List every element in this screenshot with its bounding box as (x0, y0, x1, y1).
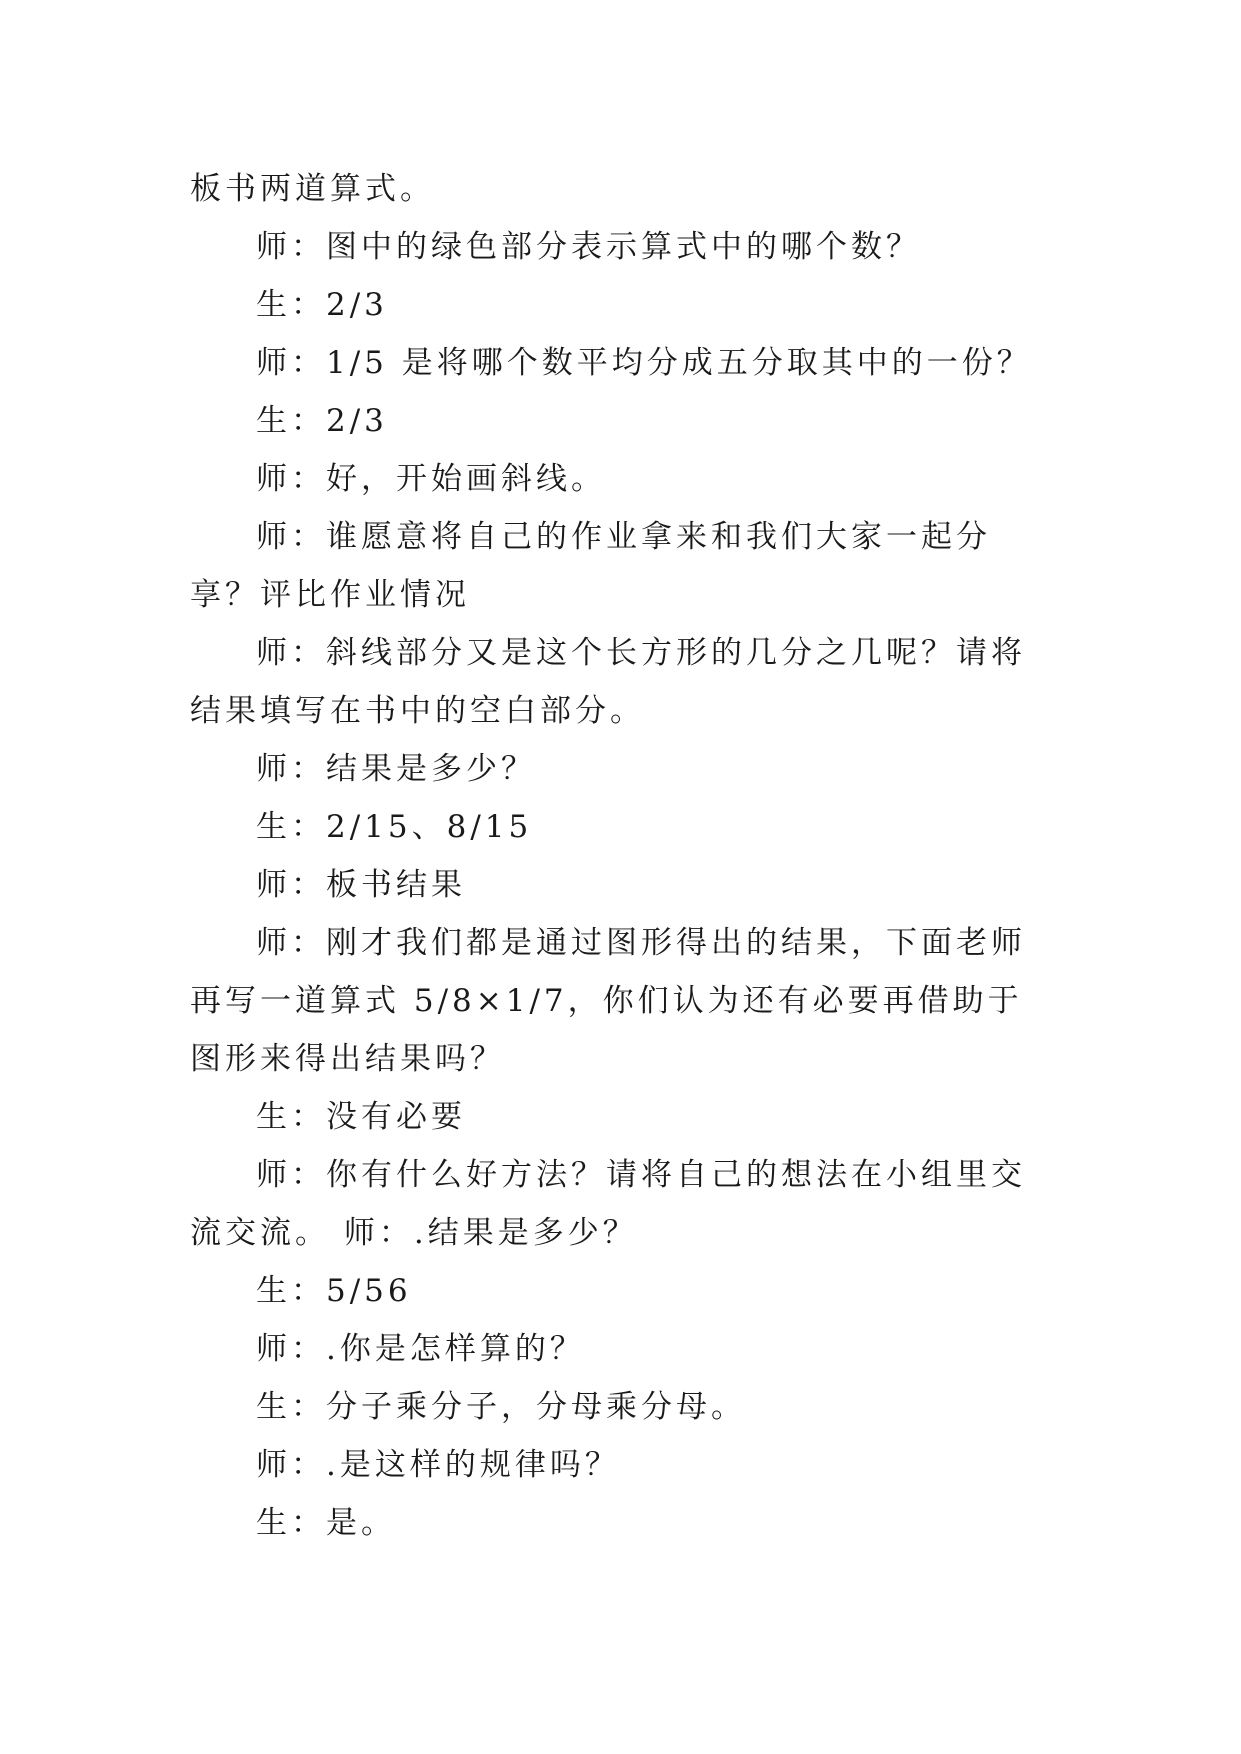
paragraph-student-answer: 生：5/56 (256, 1273, 412, 1309)
paragraph-teacher-how-calculated: 师：.你是怎样算的？ (256, 1331, 585, 1367)
paragraph-student-answer: 生：分子乘分子，分母乘分母。 (256, 1389, 746, 1425)
paragraph-teacher-result-question: 师：结果是多少？ (256, 751, 536, 787)
paragraph-teacher-board-result: 师：板书结果 (256, 867, 466, 903)
paragraph-teacher-draw-lines: 师：好，开始画斜线。 (256, 461, 606, 497)
paragraph-student-answer: 生：没有必要 (256, 1099, 466, 1135)
lesson-transcript (190, 160, 1050, 1552)
paragraph-teacher-group-discussion: 师：你有什么好方法？请将自己的想法在小组里交流交流。 师：.结果是多少？ (190, 1157, 1026, 1251)
paragraph-student-answer: 生：是。 (256, 1505, 396, 1541)
paragraph-teacher-share-homework: 师：谁愿意将自己的作业拿来和我们大家一起分享？评比作业情况 (190, 519, 991, 613)
paragraph-student-answer: 生：2/3 (256, 287, 388, 323)
paragraph-teacher-new-formula: 师：刚才我们都是通过图形得出的结果，下面老师再写一道算式 5/8×1/7，你们认为还有必要再借助于图形来得出结果吗？ (190, 925, 1026, 1077)
paragraph-student-answer: 生：2/3 (256, 403, 388, 439)
paragraph-board-two-formulas: 板书两道算式。 (190, 171, 435, 207)
paragraph-student-answer: 生：2/15、8/15 (256, 809, 533, 845)
paragraph-teacher-green-part: 师：图中的绿色部分表示算式中的哪个数？ (256, 229, 921, 265)
paragraph-teacher-shaded-fraction: 师：斜线部分又是这个长方形的几分之几呢？请将结果填写在书中的空白部分。 (190, 635, 1026, 729)
paragraph-teacher-rule-question: 师：.是这样的规律吗？ (256, 1447, 620, 1483)
paragraph-teacher-one-fifth: 师：1/5 是将哪个数平均分成五分取其中的一份？ (256, 345, 1032, 381)
